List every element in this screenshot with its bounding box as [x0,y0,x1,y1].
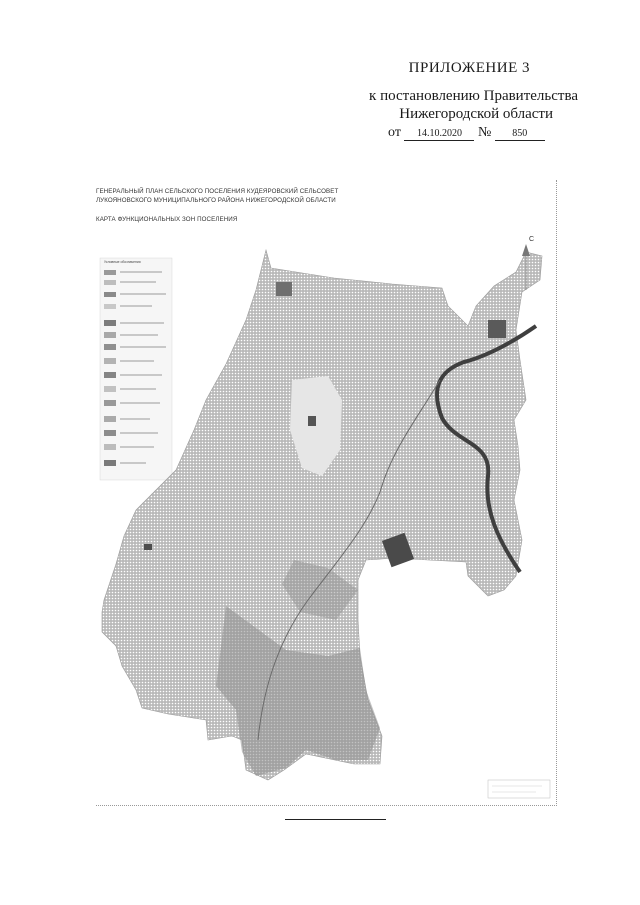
small-village-1 [276,282,292,296]
small-village-2 [488,320,506,338]
decree-number: 850 [495,128,545,141]
small-village-4 [144,544,152,550]
bottom-rule [285,819,386,820]
map-title-line1: ГЕНЕРАЛЬНЫЙ ПЛАН СЕЛЬСКОГО ПОСЕЛЕНИЯ КУДЕЯРОВСКИЙ СЕЛЬСОВЕТ [96,188,339,195]
map-subtitle: КАРТА ФУНКЦИОНАЛЬНЫХ ЗОН ПОСЕЛЕНИЯ [96,216,238,223]
decree-date: 14.10.2020 [404,128,474,141]
stamp-box [488,780,550,798]
region-line: Нижегородской области [399,106,553,122]
small-village-3 [308,416,316,426]
date-number-line [388,125,545,141]
functional-zones-map [96,180,557,806]
from-label: от [388,125,401,140]
map-graphic [96,180,556,805]
number-sign: № [477,125,492,140]
map-title-line2: ЛУКОЯНОВСКОГО МУНИЦИПАЛЬНОГО РАЙОНА НИЖЕГОРОДСКОЙ ОБЛАСТИ [96,197,336,204]
legend-title: Условные обозначения [104,260,141,264]
legend-block [100,258,172,480]
north-label: С [529,236,535,243]
appendix-label: ПРИЛОЖЕНИЕ 3 [408,60,530,76]
decree-line: к постановлению Правительства [369,88,578,104]
